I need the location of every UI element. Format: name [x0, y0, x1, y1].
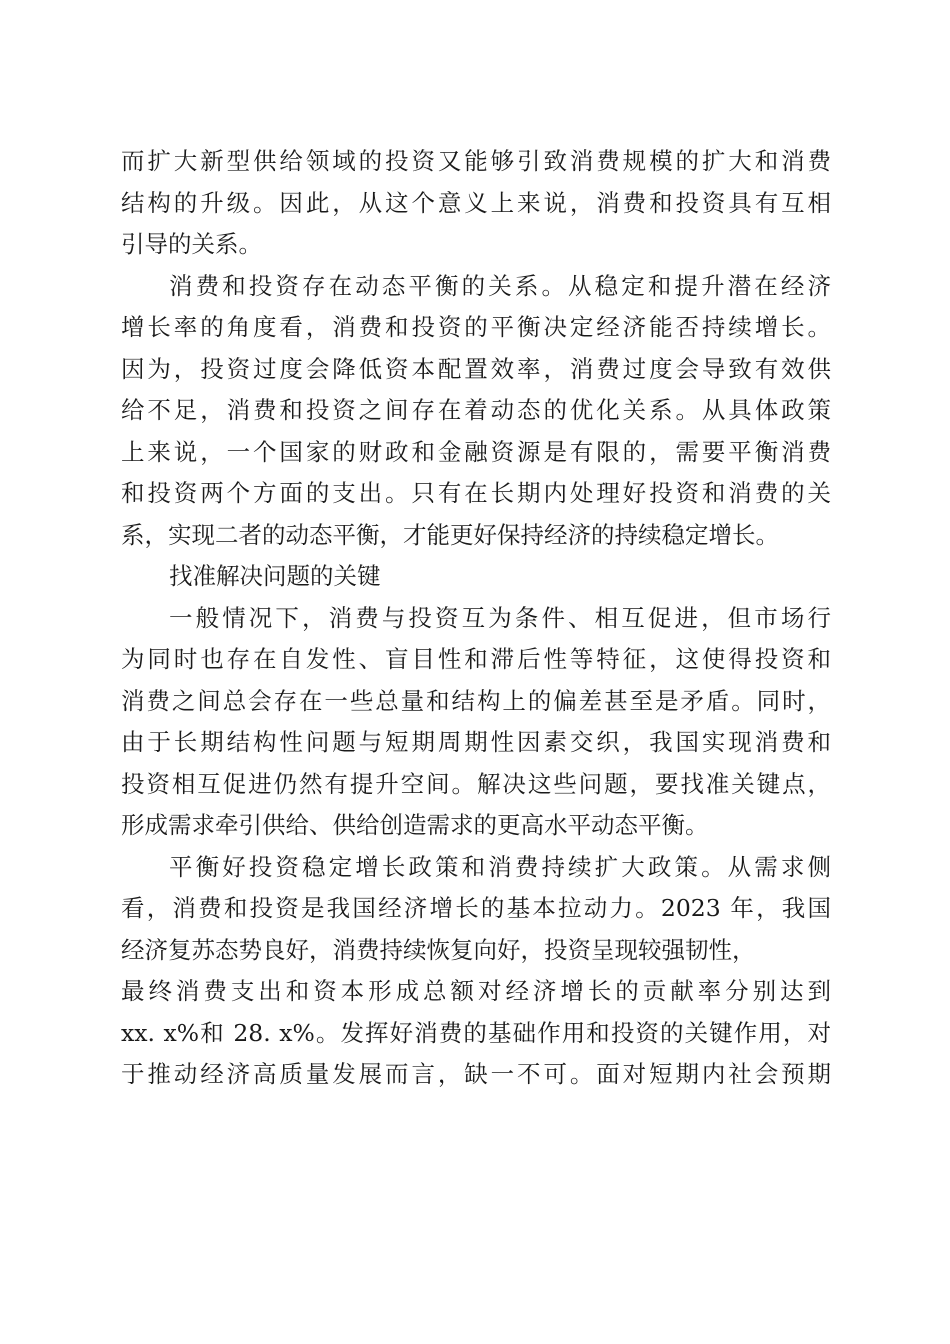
text-line: 和投资两个方面的支出。只有在长期内处理好投资和消费的关 — [121, 479, 831, 507]
text-line: 消费和投资存在动态平衡的关系。从稳定和提升潜在经济 — [169, 271, 831, 300]
text-line: 形成需求牵引供给、供给创造需求的更高水平动态平衡。 — [121, 811, 709, 839]
text-line: 结构的升级。因此，从这个意义上来说，消费和投资具有互相 — [121, 188, 831, 217]
text-line: xx. x%和 28. x%。发挥好消费的基础作用和投资的关键作用，对 — [121, 1018, 831, 1047]
paragraph-2 — [121, 266, 831, 557]
text-line: 因为，投资过度会降低资本配置效率，消费过度会导致有效供 — [121, 354, 831, 383]
text-line: 经济复苏态势良好，消费持续恢复向好，投资呈现较强韧性， — [121, 935, 756, 964]
text-line: 系，实现二者的动态平衡，才能更好保持经济的持续稳定增长。 — [121, 520, 779, 549]
document-body — [121, 141, 831, 1096]
text-line: 于推动经济高质量发展而言，缺一不可。面对短期内社会预期 — [121, 1060, 831, 1088]
text-line: 看，消费和投资是我国经济增长的基本拉动力。2023 年，我国 — [121, 894, 831, 922]
text-line: 由于长期结构性问题与短期周期性因素交织，我国实现消费和 — [121, 728, 831, 756]
text-line: 消费之间总会存在一些总量和结构上的偏差甚至是矛盾。同时， — [121, 686, 831, 715]
paragraph-4 — [121, 847, 831, 1096]
heading-text: 找准解决问题的关键 — [169, 562, 381, 590]
paragraph-3 — [121, 598, 831, 847]
text-line: 平衡好投资稳定增长政策和消费持续扩大政策。从需求侧 — [169, 852, 831, 881]
text-line: 给不足，消费和投资之间存在着动态的优化关系。从具体政策 — [121, 396, 831, 424]
text-line: 最终消费支出和资本形成总额对经济增长的贡献率分别达到 — [121, 977, 831, 1005]
text-line: 为同时也存在自发性、盲目性和滞后性等特征，这使得投资和 — [121, 645, 831, 673]
text-line: 一般情况下，消费与投资互为条件、相互促进，但市场行 — [169, 603, 831, 632]
section-heading — [121, 556, 831, 598]
text-line: 投资相互促进仍然有提升空间。解决这些问题，要找准关键点， — [121, 769, 831, 798]
paragraph-1 — [121, 141, 831, 266]
text-line: 上来说，一个国家的财政和金融资源是有限的，需要平衡消费 — [121, 437, 831, 466]
text-line: 而扩大新型供给领域的投资又能够引致消费规模的扩大和消费 — [121, 147, 831, 175]
text-line: 引导的关系。 — [121, 230, 262, 258]
text-line: 增长率的角度看，消费和投资的平衡决定经济能否持续增长。 — [121, 313, 831, 341]
